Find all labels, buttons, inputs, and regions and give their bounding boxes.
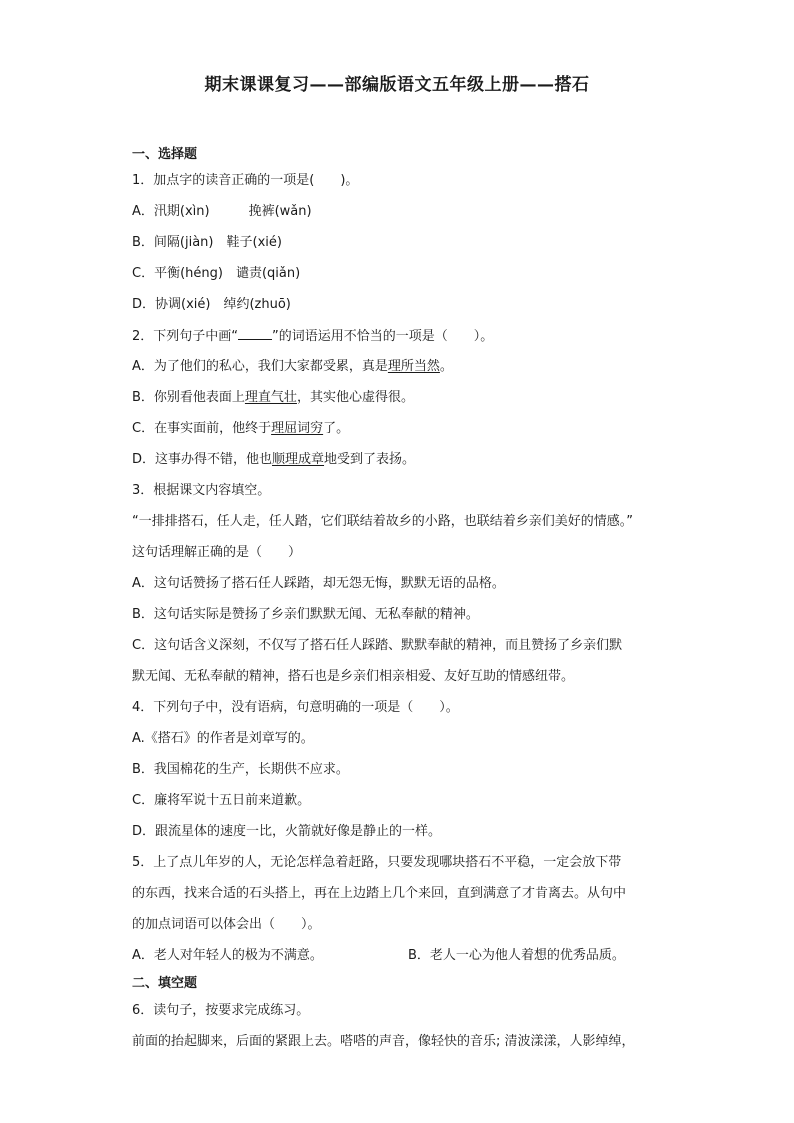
option-text: 了。: [323, 421, 350, 436]
question-4-option-a: A.《搭石》的作者是刘章写的。: [132, 731, 314, 746]
question-3-ask: 这句话理解正确的是（ ）: [132, 545, 302, 560]
question-3-stem: 3．根据课文内容填空。: [132, 483, 271, 498]
question-1-option-c: C．平衡(héng) 谴责(qiǎn): [132, 266, 301, 281]
question-5-line1: 5．上了点儿年岁的人，无论怎样急着赶路，只要发现哪块搭石不平稳，一定会放下带: [132, 855, 622, 870]
option-text: 地受到了表扬。: [324, 452, 416, 467]
underlined-word: 理屈词穷: [271, 421, 324, 436]
question-1-option-b: B．间隔(jiàn) 鞋子(xié): [132, 235, 282, 250]
question-5-option-b: B．老人一心为他人着想的优秀品质。: [408, 948, 625, 963]
underlined-word: 理直气壮: [244, 390, 297, 405]
option-text: 。: [439, 359, 453, 374]
option-text: A．为了他们的私心，我们大家都受累，真是: [132, 359, 388, 374]
question-2-option-d: [132, 451, 415, 469]
question-4-stem: 4．下列句子中，没有语病，句意明确的一项是（ ）。: [132, 700, 459, 715]
question-3-option-a: A．这句话赞扬了搭石任人踩踏，却无怨无悔，默默无语的品格。: [132, 576, 505, 591]
section-heading-choice: 一、选择题: [132, 147, 198, 162]
option-text: C．在事实面前，他终于: [132, 421, 272, 436]
question-6-text: 前面的抬起脚来，后面的紧跟上去。嗒嗒的声音，像轻快的音乐; 清波漾漾，人影绰绰，: [132, 1034, 635, 1049]
option-text: ，其实他心虚得很。: [296, 390, 414, 405]
question-2-option-a: [132, 358, 453, 376]
question-5-line3: 的加点词语可以体会出（ ）。: [132, 917, 321, 932]
question-1-option-a: A．汛期(xìn) 挽裤(wǎn): [132, 204, 312, 219]
option-text: B．你别看他表面上: [132, 390, 245, 405]
question-2-option-c: [132, 420, 349, 438]
question-4-option-d: D．跟流星体的速度一比，火箭就好像是静止的一样。: [132, 824, 442, 839]
question-5-option-a: A．老人对年轻人的极为不满意。: [132, 948, 323, 963]
question-3-quote: “一排排搭石，任人走，任人踏，它们联结着故乡的小路，也联结着乡亲们美好的情感。”: [132, 514, 633, 529]
section-heading-fill: 二、填空题: [132, 976, 198, 991]
question-3-option-c-line1: C．这句话含义深刻，不仅写了搭石任人踩踏、默默奉献的精神，而且赞扬了乡亲们默: [132, 638, 623, 653]
question-2-stem-pre: 2．下列句子中画“: [132, 329, 239, 344]
underlined-word: 理所当然: [387, 359, 440, 374]
question-1-stem: 1．加点字的读音正确的一项是( )。: [132, 173, 359, 188]
question-4-option-c: C．廉将军说十五日前来道歉。: [132, 793, 311, 808]
page-title: 期末课课复习——部编版语文五年级上册——搭石: [204, 75, 590, 95]
underline-blank: [238, 327, 272, 340]
question-6-stem: 6．读句子，按要求完成练习。: [132, 1003, 310, 1018]
question-3-option-b: B．这句话实际是赞扬了乡亲们默默无闻、无私奉献的精神。: [132, 607, 479, 622]
question-2-stem-post: ”的词语运用不恰当的一项是（ ）。: [272, 329, 494, 344]
question-1-option-d: D．协调(xié) 绰约(zhuō): [132, 297, 291, 312]
option-text: D．这事办得不错，他也: [132, 452, 273, 467]
question-3-option-c-line2: 默无闻、无私奉献的精神，搭石也是乡亲们相亲相爱、友好互助的情感纽带。: [132, 669, 575, 684]
question-2-stem: [132, 327, 493, 346]
question-2-option-b: [132, 389, 414, 407]
question-5-line2: 的东西，找来合适的石头搭上，再在上边踏上几个来回，直到满意了才肯离去。从句中: [132, 886, 627, 901]
underlined-word: 顺理成章: [272, 452, 325, 467]
question-4-option-b: B．我国棉花的生产，长期供不应求。: [132, 762, 349, 777]
